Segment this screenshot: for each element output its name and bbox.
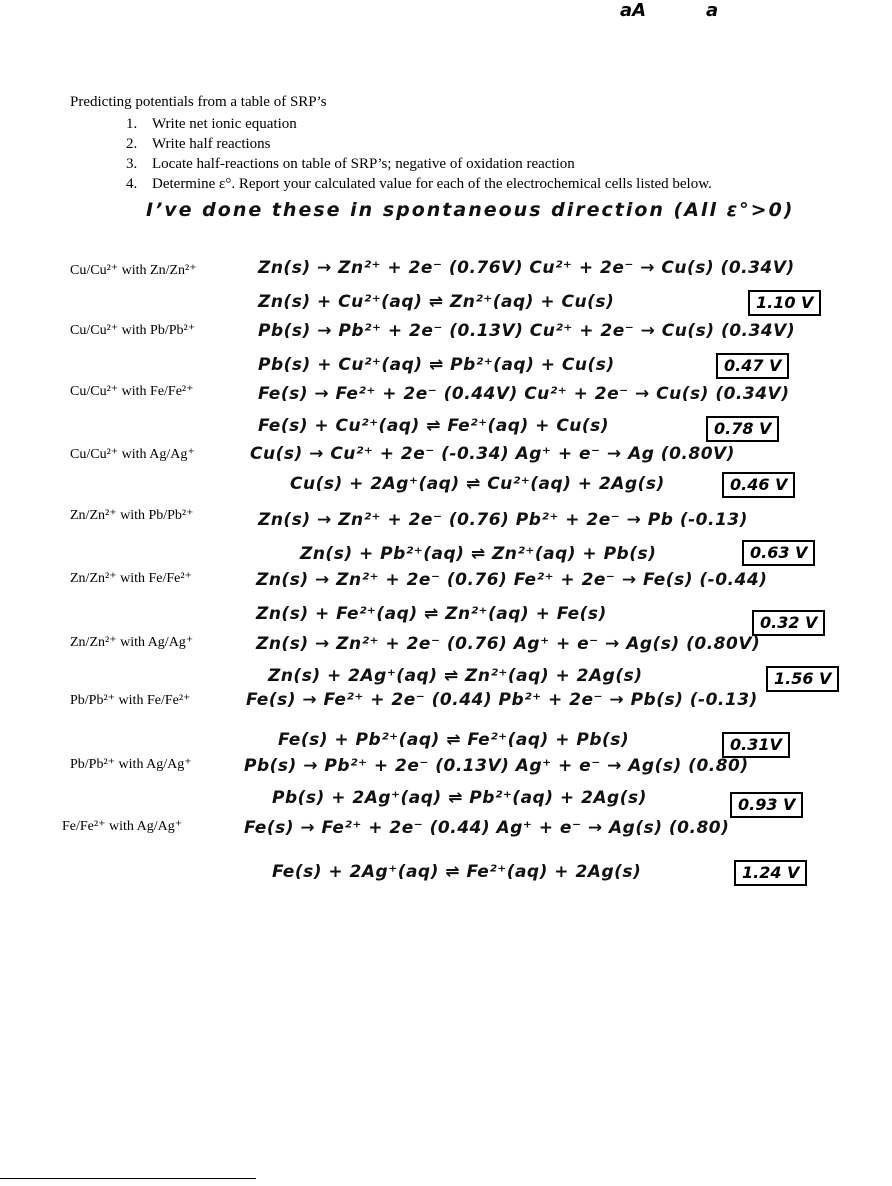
bleed-through-text <box>548 96 552 112</box>
answer-box: 0.32 V <box>752 610 825 636</box>
half-reactions: Cu(s) → Cu²⁺ + 2e⁻ (-0.34) Ag⁺ + e⁻ → Ag (0.80V) <box>250 444 735 464</box>
half-reactions: Zn(s) → Zn²⁺ + 2e⁻ (0.76) Pb²⁺ + 2e⁻ → Pb (-0.13) <box>258 510 748 530</box>
net-equation: Fe(s) + Cu²⁺(aq) ⇌ Fe²⁺(aq) + Cu(s) <box>258 416 610 436</box>
answer-box: 1.56 V <box>766 666 839 692</box>
net-equation: Pb(s) + 2Ag⁺(aq) ⇌ Pb²⁺(aq) + 2Ag(s) <box>272 788 647 808</box>
answer-box: 0.63 V <box>742 540 815 566</box>
cell-label: Cu/Cu²⁺ with Zn/Zn²⁺ <box>70 263 197 278</box>
instruction-step: 1. Write net ionic equation <box>126 116 297 132</box>
answer-box: 0.47 V <box>716 353 789 379</box>
net-equation: Cu(s) + 2Ag⁺(aq) ⇌ Cu²⁺(aq) + 2Ag(s) <box>290 474 665 494</box>
corner-mark-2: a <box>706 0 719 21</box>
cell-label: Cu/Cu²⁺ with Fe/Fe²⁺ <box>70 384 194 399</box>
answer-box: 0.46 V <box>722 472 795 498</box>
instruction-step: 3. Locate half-reactions on table of SRP’s; negative of oxidation reaction <box>126 156 575 172</box>
net-equation: Zn(s) + Cu²⁺(aq) ⇌ Zn²⁺(aq) + Cu(s) <box>258 292 615 312</box>
page-heading: Predicting potentials from a table of SRP’s <box>70 94 327 110</box>
cell-label: Pb/Pb²⁺ with Fe/Fe²⁺ <box>70 693 191 708</box>
half-reactions: Fe(s) → Fe²⁺ + 2e⁻ (0.44) Ag⁺ + e⁻ → Ag(s) (0.80) <box>244 818 730 838</box>
half-reactions: Pb(s) → Pb²⁺ + 2e⁻ (0.13V) Ag⁺ + e⁻ → Ag(s) (0.80) <box>244 756 749 776</box>
instruction-list <box>126 114 712 194</box>
corner-mark-1: aA <box>620 0 647 21</box>
cell-label: Pb/Pb²⁺ with Ag/Ag⁺ <box>70 757 192 772</box>
answer-box: 0.78 V <box>706 416 779 442</box>
net-equation: Zn(s) + 2Ag⁺(aq) ⇌ Zn²⁺(aq) + 2Ag(s) <box>268 666 643 686</box>
half-reactions: Zn(s) → Zn²⁺ + 2e⁻ (0.76) Fe²⁺ + 2e⁻ → Fe(s) (-0.44) <box>256 570 768 590</box>
net-equation: Zn(s) + Fe²⁺(aq) ⇌ Zn²⁺(aq) + Fe(s) <box>256 604 607 624</box>
cell-label: Cu/Cu²⁺ with Pb/Pb²⁺ <box>70 323 196 338</box>
handwritten-note: I’ve done these in spontaneous direction (All ε°>0) <box>146 199 795 221</box>
half-reactions: Fe(s) → Fe²⁺ + 2e⁻ (0.44V) Cu²⁺ + 2e⁻ → Cu(s) (0.34V) <box>258 384 790 404</box>
answer-box: 0.93 V <box>730 792 803 818</box>
net-equation: Zn(s) + Pb²⁺(aq) ⇌ Zn²⁺(aq) + Pb(s) <box>300 544 657 564</box>
cell-label: Zn/Zn²⁺ with Fe/Fe²⁺ <box>70 571 192 586</box>
half-reactions: Pb(s) → Pb²⁺ + 2e⁻ (0.13V) Cu²⁺ + 2e⁻ → Cu(s) (0.34V) <box>258 321 796 341</box>
instruction-step: 2. Write half reactions <box>126 136 271 152</box>
cell-label: Fe/Fe²⁺ with Ag/Ag⁺ <box>62 819 183 834</box>
answer-box: 1.24 V <box>734 860 807 886</box>
footnote-rule <box>0 1178 256 1179</box>
cell-label: Zn/Zn²⁺ with Pb/Pb²⁺ <box>70 508 194 523</box>
cell-label: Cu/Cu²⁺ with Ag/Ag⁺ <box>70 447 195 462</box>
instruction-step: 4. Determine ε°. Report your calculated value for each of the electrochemical cells listed below. <box>126 176 712 192</box>
net-equation: Fe(s) + Pb²⁺(aq) ⇌ Fe²⁺(aq) + Pb(s) <box>278 730 630 750</box>
net-equation: Pb(s) + Cu²⁺(aq) ⇌ Pb²⁺(aq) + Cu(s) <box>258 355 615 375</box>
answer-box: 1.10 V <box>748 290 821 316</box>
answer-box: 0.31V <box>722 732 790 758</box>
half-reactions: Zn(s) → Zn²⁺ + 2e⁻ (0.76) Ag⁺ + e⁻ → Ag(s) (0.80V) <box>256 634 761 654</box>
cell-label: Zn/Zn²⁺ with Ag/Ag⁺ <box>70 635 194 650</box>
half-reactions: Zn(s) → Zn²⁺ + 2e⁻ (0.76V) Cu²⁺ + 2e⁻ → Cu(s) (0.34V) <box>258 258 795 278</box>
net-equation: Fe(s) + 2Ag⁺(aq) ⇌ Fe²⁺(aq) + 2Ag(s) <box>272 862 642 882</box>
half-reactions: Fe(s) → Fe²⁺ + 2e⁻ (0.44) Pb²⁺ + 2e⁻ → Pb(s) (-0.13) <box>246 690 758 710</box>
